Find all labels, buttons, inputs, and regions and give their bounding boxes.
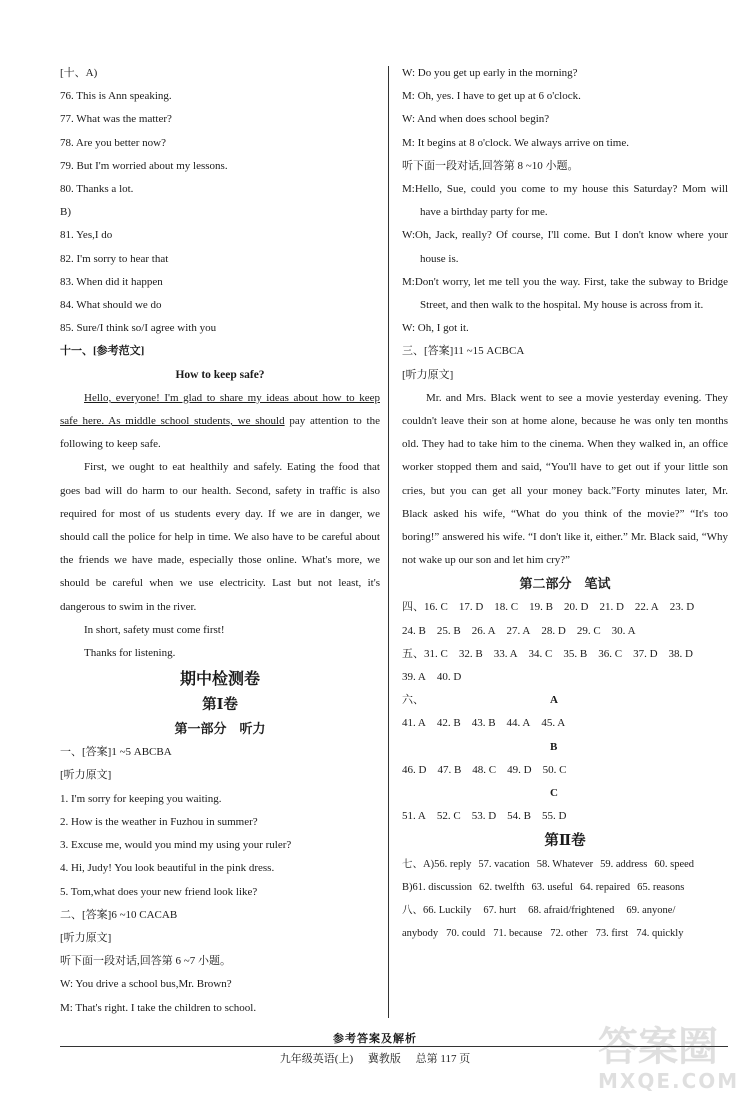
dialog-line: W: Do you get up early in the morning? bbox=[402, 67, 578, 79]
volume-1-title: 第Ⅰ卷 bbox=[202, 697, 238, 714]
answer-item: 70. could bbox=[446, 928, 486, 940]
answer-item: 72. other bbox=[550, 928, 588, 940]
answer-item: 41. A bbox=[402, 717, 426, 730]
listening-line: M: That's right. I take the children to school. bbox=[60, 1001, 257, 1014]
exam-title: 期中检测卷 bbox=[179, 671, 260, 689]
answer-line: 84. What should we do bbox=[60, 299, 162, 312]
answer-item: 62. twelfth bbox=[479, 881, 525, 893]
answer-item: B)61. discussion bbox=[402, 881, 473, 893]
answer-line: 79. But I'm worried about my lessons. bbox=[60, 159, 228, 172]
answer-row bbox=[402, 643, 728, 666]
section-2-answer: 二、[答案]6 ~10 CACAB bbox=[60, 908, 178, 921]
answer-item: 64. repaired bbox=[579, 881, 631, 893]
answer-row bbox=[402, 922, 728, 945]
dialog-line: M:Hello, Sue, could you come to my house this Saturday? Mom will have a birthday party for me. bbox=[402, 183, 728, 219]
answer-item: 19. B bbox=[529, 601, 553, 614]
answer-item: 四、16. C bbox=[402, 601, 448, 614]
answer-item: 59. address bbox=[600, 858, 648, 870]
dialog-line: M: It begins at 8 o'clock. We always arrive on time. bbox=[402, 136, 629, 149]
subsection-header bbox=[402, 782, 728, 805]
answer-item: 27. A bbox=[506, 624, 531, 637]
answer-row bbox=[402, 876, 728, 899]
essay-title: How to keep safe? bbox=[175, 368, 265, 381]
part-2-title: 第二部分 笔试 bbox=[519, 576, 611, 592]
answer-item: 33. A bbox=[493, 647, 518, 660]
answer-item: 34. C bbox=[528, 647, 553, 660]
section-1-original-label: [听力原文] bbox=[60, 769, 112, 782]
answer-item: 71. because bbox=[493, 928, 543, 940]
answer-item: 58. Whatever bbox=[536, 858, 594, 870]
subsection-label: A bbox=[550, 694, 558, 707]
watermark-url: MXQE.COM bbox=[598, 1069, 740, 1093]
answer-item: 60. speed bbox=[654, 858, 695, 870]
section-6-header bbox=[402, 689, 728, 712]
answer-item: 38. D bbox=[668, 647, 693, 660]
spacer bbox=[402, 736, 550, 759]
essay-header: 十一、[参考范文] bbox=[60, 345, 145, 358]
dialog-line: M:Don't worry, let me tell you the way. First, take the subway to Bridge Street, and then walk to the hospital. My house is across from it. bbox=[402, 275, 728, 312]
answer-item: 35. B bbox=[563, 647, 588, 660]
answer-item: 40. D bbox=[436, 671, 462, 684]
subsection-label: B bbox=[550, 740, 558, 753]
answer-line: 81. Yes,I do bbox=[60, 229, 113, 242]
watermark bbox=[598, 1025, 738, 1097]
section-1-answer: 一、[答案]1 ~5 ABCBA bbox=[60, 746, 172, 759]
answer-item: 54. B bbox=[507, 810, 531, 823]
essay-paragraph-2: First, we ought to eat healthily and safely. Eating the food that goes bad will do harm to our health. Second, safety in traffic is also required for most of us students every day. If we are in danger, we should call the police for help in time. We also have to be careful about the friends we have made, especially those online. What's more, we should be careful when we use electricity. Last but not least, it's dangerous to swim in the river. bbox=[60, 461, 380, 613]
answer-line: B) bbox=[60, 206, 71, 219]
listening-line: 3. Excuse me, would you mind my using your ruler? bbox=[60, 839, 292, 852]
listening-line: 2. How is the weather in Fuzhou in summer? bbox=[60, 815, 258, 828]
dialog-line: W: Oh, I got it. bbox=[402, 322, 469, 335]
answer-item: anybody bbox=[402, 928, 439, 940]
answer-item: 37. D bbox=[633, 647, 658, 660]
essay-paragraph-1 bbox=[60, 387, 380, 457]
watermark-logo: 答案圈 bbox=[598, 1024, 718, 1070]
answer-item: 29. C bbox=[576, 624, 601, 637]
answer-item: 36. C bbox=[598, 647, 623, 660]
answer-item: 26. A bbox=[471, 624, 496, 637]
volume-2-title: 第Ⅱ卷 bbox=[544, 832, 586, 849]
answer-row bbox=[402, 666, 728, 689]
answer-row bbox=[402, 805, 728, 828]
answer-item: 49. D bbox=[507, 763, 532, 776]
answer-row bbox=[402, 620, 728, 643]
essay-underlined-text: Hello, everyone! I'm glad to share my ideas about how to keep safe here. As middle school students, we should bbox=[60, 391, 380, 428]
answer-item: 32. B bbox=[458, 647, 483, 660]
answer-item: 74. quickly bbox=[636, 928, 684, 940]
subsection-header bbox=[402, 736, 728, 759]
section-2-original-label: [听力原文] bbox=[60, 931, 112, 944]
right-column bbox=[402, 62, 728, 945]
essay-paragraph-4: Thanks for listening. bbox=[84, 647, 176, 660]
answer-item: 七、A)56. reply bbox=[402, 858, 472, 870]
answer-line: 80. Thanks a lot. bbox=[60, 183, 134, 196]
dialog-line: W: And when does school begin? bbox=[402, 113, 550, 126]
answer-item: 39. A bbox=[402, 671, 426, 684]
listening-line: 4. Hi, Judy! You look beautiful in the pink dress. bbox=[60, 862, 275, 875]
answer-item: 45. A bbox=[541, 717, 566, 730]
left-column bbox=[60, 62, 380, 1020]
listening-line: 5. Tom,what does your new friend look like? bbox=[60, 885, 258, 898]
answer-item: 43. B bbox=[471, 717, 496, 730]
answer-line: 85. Sure/I think so/I agree with you bbox=[60, 322, 217, 335]
answer-row bbox=[402, 759, 728, 782]
answer-item: 69. anyone/ bbox=[626, 904, 676, 916]
spacer bbox=[402, 782, 550, 805]
answer-item: 22. A bbox=[634, 601, 659, 614]
part-1-title: 第一部分 听力 bbox=[174, 721, 266, 737]
dialog-line: M: Oh, yes. I have to get up at 6 o'clock. bbox=[402, 90, 581, 103]
answer-item: 42. B bbox=[436, 717, 461, 730]
essay-text: pay attention to the following to keep safe. bbox=[60, 415, 380, 451]
answer-line: 77. What was the matter? bbox=[60, 113, 172, 126]
answer-line: [十、A) bbox=[60, 67, 98, 79]
section-6-label: 六、 bbox=[402, 694, 424, 707]
answer-item: 24. B bbox=[402, 624, 426, 637]
answer-item: 48. C bbox=[472, 763, 497, 776]
section-3-answer: 三、[答案]11 ~15 ACBCA bbox=[402, 345, 525, 358]
dialog-line: 听下面一段对话,回答第 8 ~10 小题。 bbox=[402, 159, 579, 172]
answer-item: 67. hurt bbox=[483, 904, 517, 916]
answer-item: 八、66. Luckily bbox=[402, 904, 472, 916]
answer-line: 78. Are you better now? bbox=[60, 136, 166, 149]
answer-item: 五、31. C bbox=[402, 647, 448, 660]
section-3-original-label: [听力原文] bbox=[402, 368, 454, 381]
answer-item: 30. A bbox=[611, 624, 636, 637]
answer-item: 51. A bbox=[402, 810, 426, 823]
answer-row bbox=[402, 712, 728, 735]
answer-item: 65. reasons bbox=[637, 881, 685, 893]
answer-row bbox=[402, 899, 728, 922]
footer-heading: 参考答案及解析 bbox=[333, 1033, 417, 1045]
answer-item: 20. D bbox=[563, 601, 589, 614]
listening-line: W: You drive a school bus,Mr. Brown? bbox=[60, 978, 232, 991]
column-divider bbox=[388, 66, 389, 1018]
answer-item: 63. useful bbox=[531, 881, 573, 893]
listening-line: 听下面一段对话,回答第 6 ~7 小题。 bbox=[60, 955, 231, 968]
answer-item: 50. C bbox=[542, 763, 567, 776]
dialog-line: W:Oh, Jack, really? Of course, I'll come. But I don't know where your house is. bbox=[402, 229, 728, 265]
answer-item: 44. A bbox=[506, 717, 531, 730]
answer-item: 28. D bbox=[541, 624, 566, 637]
answer-item: 53. D bbox=[471, 810, 497, 823]
answers-section-10 bbox=[60, 62, 380, 340]
footer-edition: 冀教版 bbox=[367, 1053, 401, 1065]
answer-item: 52. C bbox=[436, 810, 461, 823]
answer-item: 46. D bbox=[402, 763, 427, 776]
answer-row bbox=[402, 596, 728, 619]
answer-row bbox=[402, 853, 728, 876]
answer-line: 76. This is Ann speaking. bbox=[60, 90, 172, 103]
listening-line: 1. I'm sorry for keeping you waiting. bbox=[60, 792, 222, 805]
footer-grade: 九年级英语(上) bbox=[279, 1053, 354, 1065]
essay-paragraph-3: In short, safety must come first! bbox=[84, 623, 225, 636]
answer-item: 73. first bbox=[595, 928, 629, 940]
answer-line: 83. When did it happen bbox=[60, 275, 163, 288]
answer-item: 47. B bbox=[437, 763, 462, 776]
answer-item: 25. B bbox=[436, 624, 461, 637]
subsection-label: C bbox=[550, 787, 558, 800]
answer-line: 82. I'm sorry to hear that bbox=[60, 252, 169, 265]
answer-item: 68. afraid/frightened bbox=[528, 904, 615, 916]
listening-passage: Mr. and Mrs. Black went to see a movie yesterday evening. They couldn't leave their son at home alone, because he was only ten months old. They had to take him to the cinema. When they walked in, an office worker stopped them and said, “You'll have to get out if your little son cries, but you can get all your money back.”Forty minutes later, Mr. Black asked his wife, “What do you think of the movie?” “It's too boring!” answered his wife. “I don't like it, either.” Mr. Black said, “Why not wake up our son and let him cry?” bbox=[402, 391, 728, 567]
answer-item: 57. vacation bbox=[478, 858, 530, 870]
answer-item: 23. D bbox=[669, 601, 695, 614]
answer-item: 21. D bbox=[599, 601, 624, 614]
answer-item: 18. C bbox=[494, 601, 519, 614]
answer-item: 55. D bbox=[541, 810, 567, 823]
answer-item: 17. D bbox=[458, 601, 484, 614]
footer-page-number: 总第 117 页 bbox=[415, 1053, 471, 1065]
